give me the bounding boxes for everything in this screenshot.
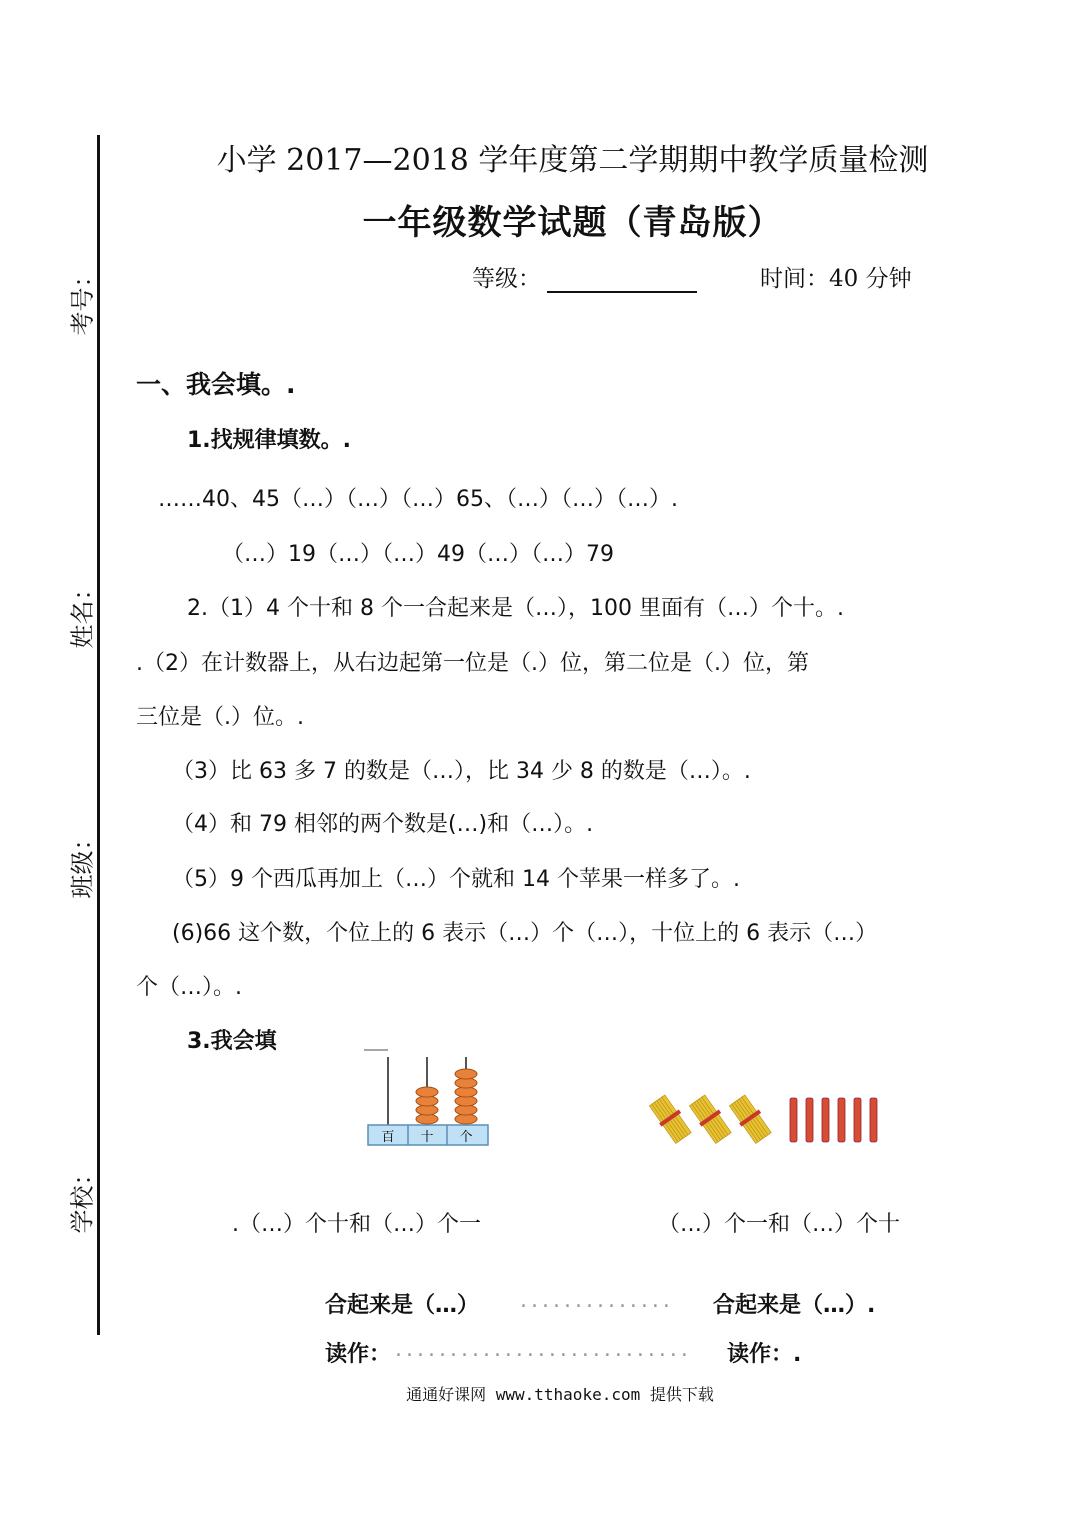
read-left-label: 读作：: [325, 1342, 392, 1367]
bundle-of-ten: [688, 1093, 734, 1144]
single-stick: [790, 1098, 797, 1142]
q2-3: （3）比 63 多 7 的数是（…），比 34 少 8 的数是（…）。.: [172, 759, 751, 784]
hundreds-label: 百: [381, 1130, 395, 1145]
single-stick: [838, 1098, 845, 1142]
read-left-leader: ...........................: [395, 1337, 692, 1362]
footer-credit: 通通好课网 www.tthaoke.com 提供下载: [406, 1385, 714, 1404]
class-label: 班级：: [68, 826, 97, 899]
q1-line-2: （…）19（…）（…）49（…）（…）79: [222, 542, 614, 567]
single-stick: [822, 1098, 829, 1142]
bundle-of-ten: [648, 1093, 694, 1144]
q2-6a: (6)66 这个数，个位上的 6 表示（…）个（…），十位上的 6 表示（…）: [172, 921, 878, 946]
q2-line-1: 2.（1）4 个十和 8 个一合起来是（…），100 里面有（…）个十。.: [187, 596, 844, 621]
left-total: 合起来是（…）: [325, 1293, 480, 1318]
exam-subtitle: 一年级数学试题（青岛版）: [362, 203, 783, 243]
name-label: 姓名：: [68, 576, 97, 649]
single-stick: [806, 1098, 813, 1142]
grade-blank[interactable]: [547, 269, 697, 293]
read-right-label: 读作：.: [727, 1342, 802, 1367]
q1-line-1: ……40、45（…）（…）（…）65、（…）（…）（…）.: [158, 487, 678, 512]
school-label: 学校：: [68, 1161, 97, 1234]
right-total: 合起来是（…）.: [713, 1293, 876, 1318]
q2-line-2: .（2）在计数器上，从右边起第一位是（.）位，第二位是（.）位，第: [136, 651, 809, 676]
exam-no-label: 考号：: [68, 263, 97, 336]
single-stick: [870, 1098, 877, 1142]
q2-line-3: 三位是（.）位。.: [136, 705, 304, 730]
answer-right-line: （…）个一和（…）个十: [658, 1212, 901, 1237]
dot-leader: ..............: [520, 1288, 674, 1313]
ones-bead: [455, 1069, 477, 1079]
sticks-illustration: [648, 1090, 893, 1150]
time-label: 时间：40 分钟: [760, 266, 912, 292]
grade-label: 等级：: [472, 266, 541, 292]
q1-title: 1.找规律填数。.: [187, 428, 352, 453]
grade-field: [472, 260, 697, 293]
abacus-illustration: [360, 1045, 495, 1150]
q2-5: （5）9 个西瓜再加上（…）个就和 14 个苹果一样多了。.: [172, 867, 740, 892]
single-stick: [854, 1098, 861, 1142]
q2-4: （4）和 79 相邻的两个数是(…)和（…）。.: [172, 812, 594, 837]
q3-title: 3.我会填: [187, 1029, 277, 1054]
section-heading: 一、我会填。.: [136, 370, 296, 399]
bundle-of-ten: [728, 1093, 774, 1144]
ones-label: 个: [459, 1130, 473, 1145]
q2-6b: 个（…）。.: [136, 975, 242, 1000]
answer-left-line: .（…）个十和（…）个一: [232, 1212, 481, 1237]
tens-label: 十: [420, 1130, 434, 1145]
tens-bead: [416, 1087, 438, 1097]
exam-title: 小学 2017—2018 学年度第二学期期中教学质量检测: [216, 143, 929, 178]
